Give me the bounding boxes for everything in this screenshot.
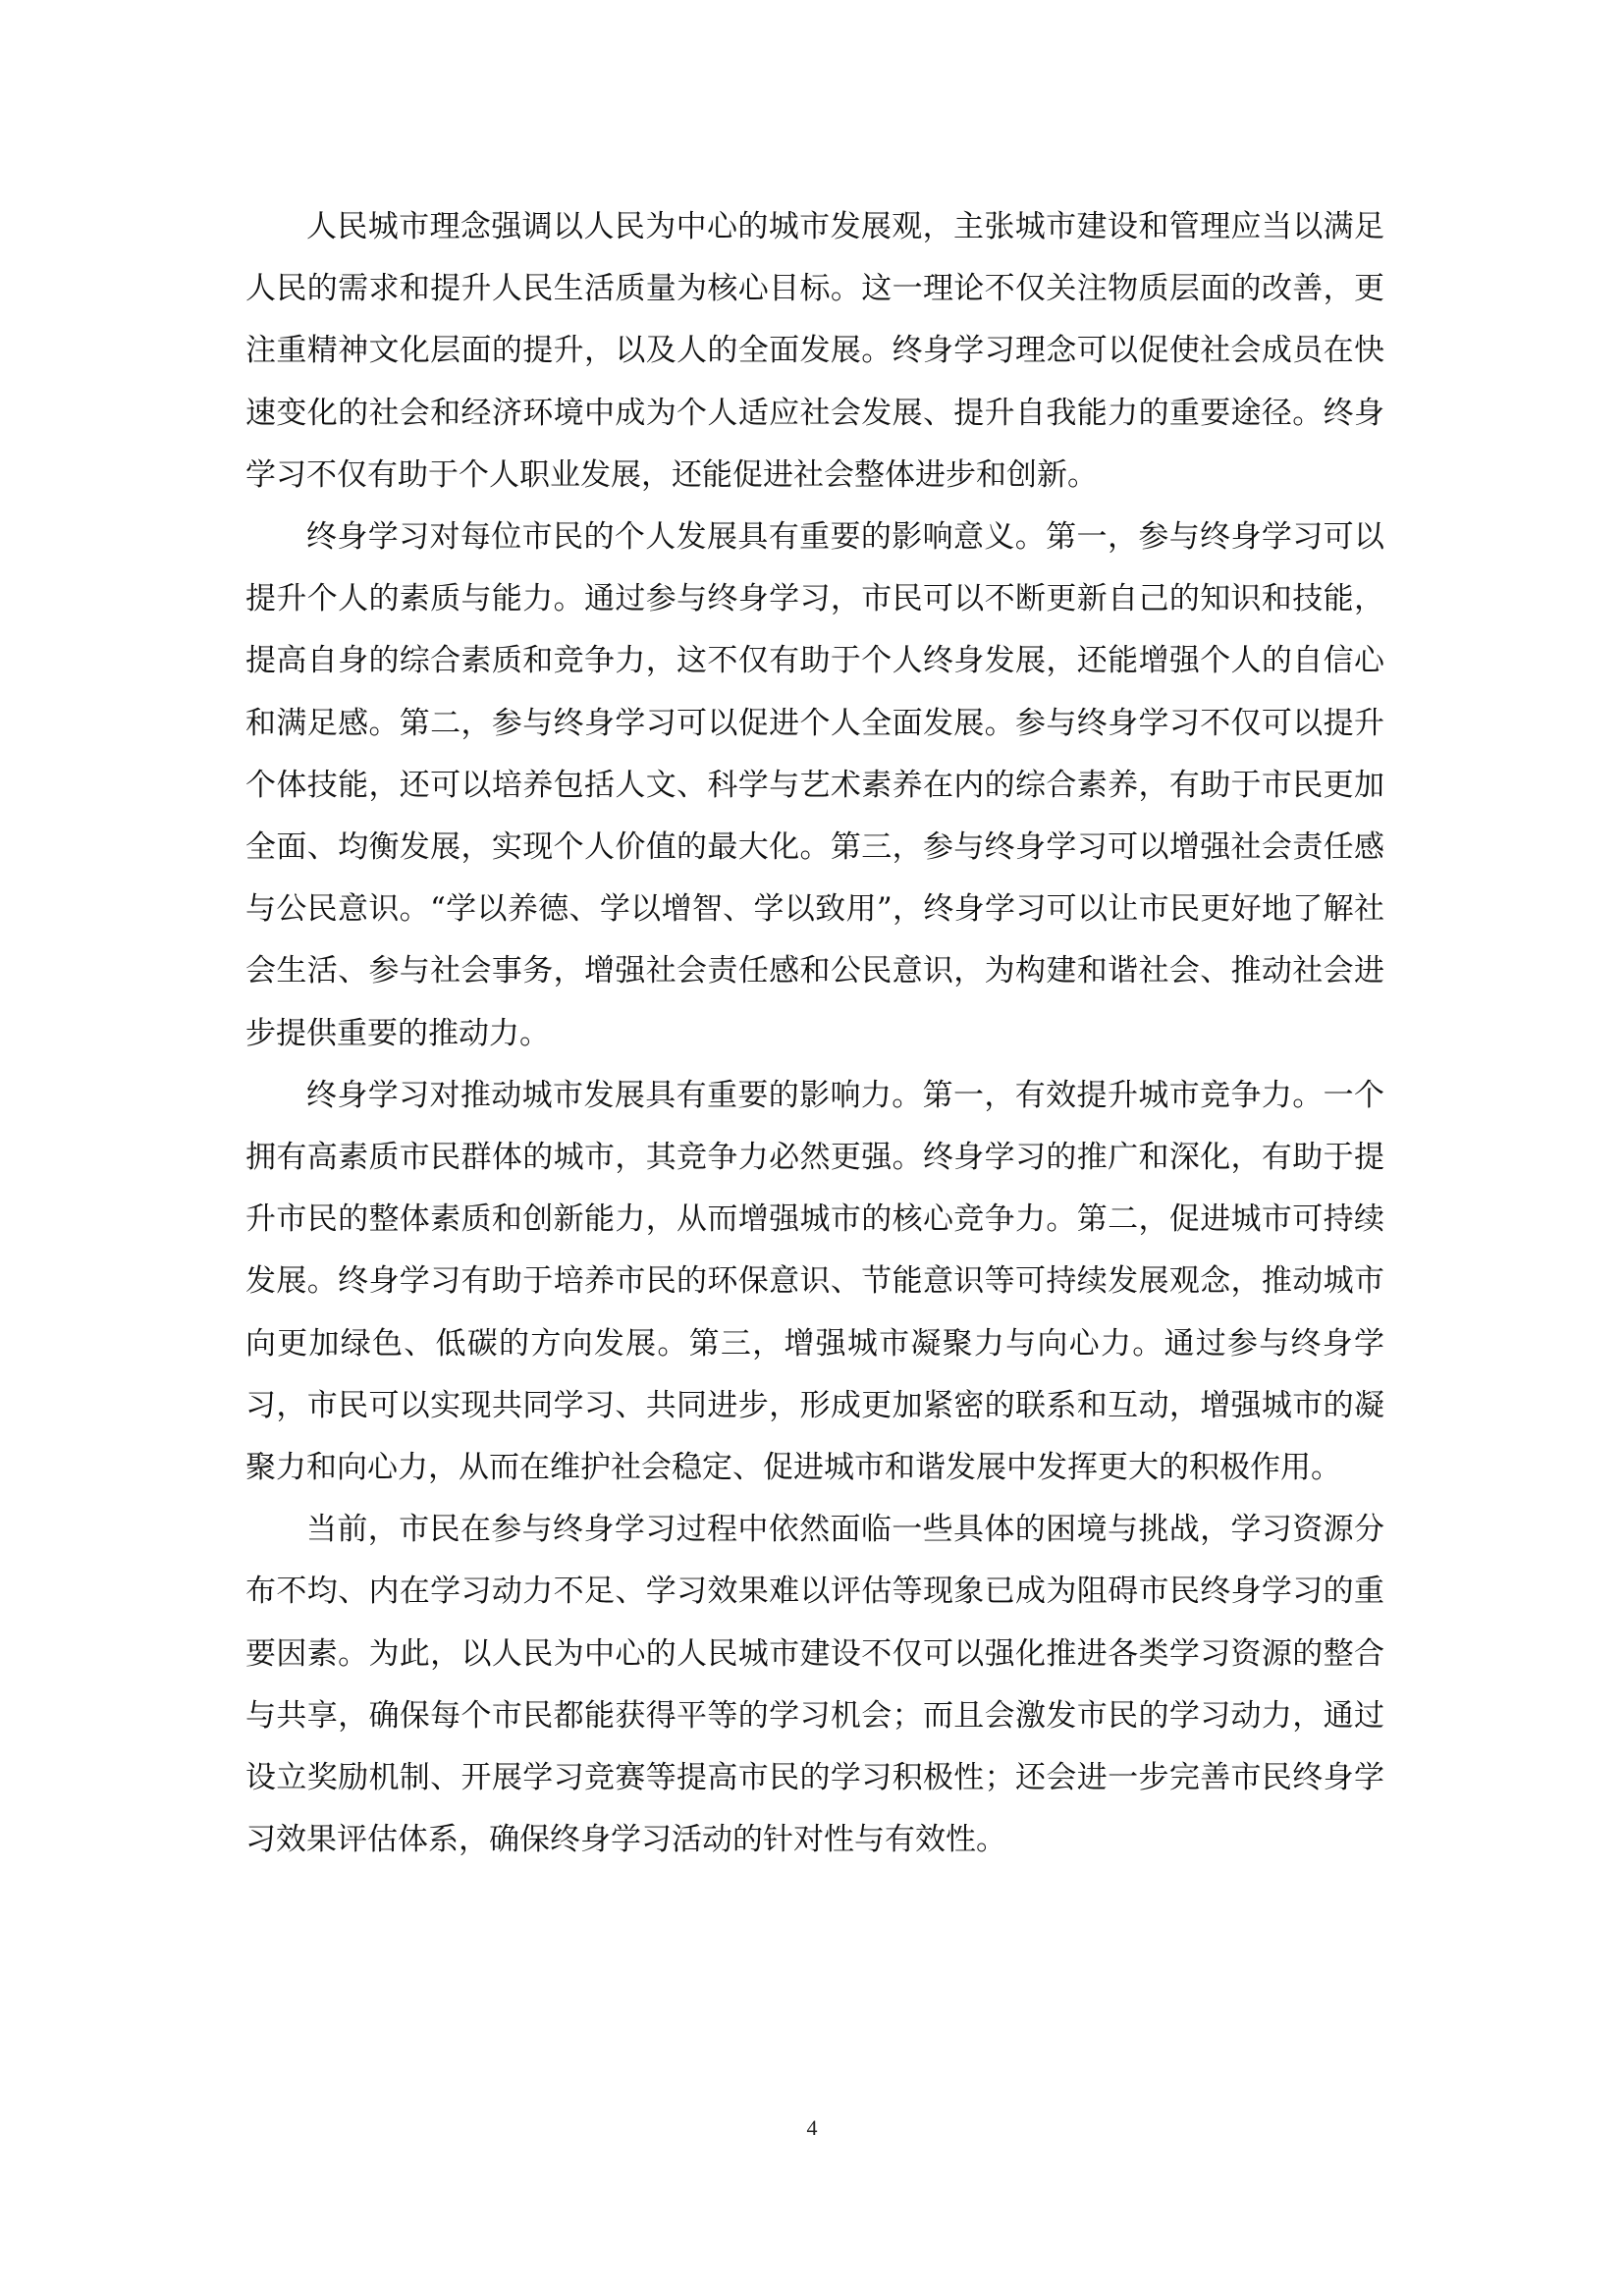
paragraph-city-development: 终身学习对推动城市发展具有重要的影响力。第一，有效提升城市竞争力。一个拥有高素质市民群体的城市，其竞争力必然更强。终身学习的推广和深化，有助于提升市民的整体素质和创新能力，从而增强城市的核心竞争力。第二，促进城市可持续发展。终身学习有助于培养市民的环保意识、节能意识等可持续发展观念，推动城市向更加绿色、低碳的方向发展。第三，增强城市凝聚力与向心力。通过参与终身学习，市民可以实现共同学习、共同进步，形成更加紧密的联系和互动，增强城市的凝聚力和向心力，从而在维护社会稳定、促进城市和谐发展中发挥更大的积极作用。 bbox=[245, 1077, 1384, 1486]
paragraph-people-city-concept: 人民城市理念强调以人民为中心的城市发展观，主张城市建设和管理应当以满足人民的需求和提升人民生活质量为核心目标。这一理论不仅关注物质层面的改善，更注重精神文化层面的提升，以及人的全面发展。终身学习理念可以促使社会成员在快速变化的社会和经济环境中成为个人适应社会发展、提升自我能力的重要途径。终身学习不仅有助于个人职业发展，还能促进社会整体进步和创新。 bbox=[245, 209, 1384, 493]
page-number: 4 bbox=[806, 2115, 818, 2140]
body-text bbox=[245, 196, 1384, 1871]
paragraph-personal-development: 终身学习对每位市民的个人发展具有重要的影响意义。第一，参与终身学习可以提升个人的素质与能力。通过参与终身学习，市民可以不断更新自己的知识和技能，提高自身的综合素质和竞争力，这不仅有助于个人终身发展，还能增强个人的自信心和满足感。第二，参与终身学习可以促进个人全面发展。参与终身学习不仅可以提升个体技能，还可以培养包括人文、科学与艺术素养在内的综合素养，有助于市民更加全面、均衡发展，实现个人价值的最大化。第三，参与终身学习可以增强社会责任感与公民意识。“学以养德、学以增智、学以致用”，终身学习可以让市民更好地了解社会生活、参与社会事务，增强社会责任感和公民意识，为构建和谐社会、推动社会进步提供重要的推动力。 bbox=[245, 519, 1384, 1051]
paragraph-challenges: 当前，市民在参与终身学习过程中依然面临一些具体的困境与挑战，学习资源分布不均、内在学习动力不足、学习效果难以评估等现象已成为阻碍市民终身学习的重要因素。为此，以人民为中心的人民城市建设不仅可以强化推进各类学习资源的整合与共享，确保每个市民都能获得平等的学习机会；而且会激发市民的学习动力，通过设立奖励机制、开展学习竞赛等提高市民的学习积极性；还会进一步完善市民终身学习效果评估体系，确保终身学习活动的针对性与有效性。 bbox=[245, 1512, 1384, 1858]
